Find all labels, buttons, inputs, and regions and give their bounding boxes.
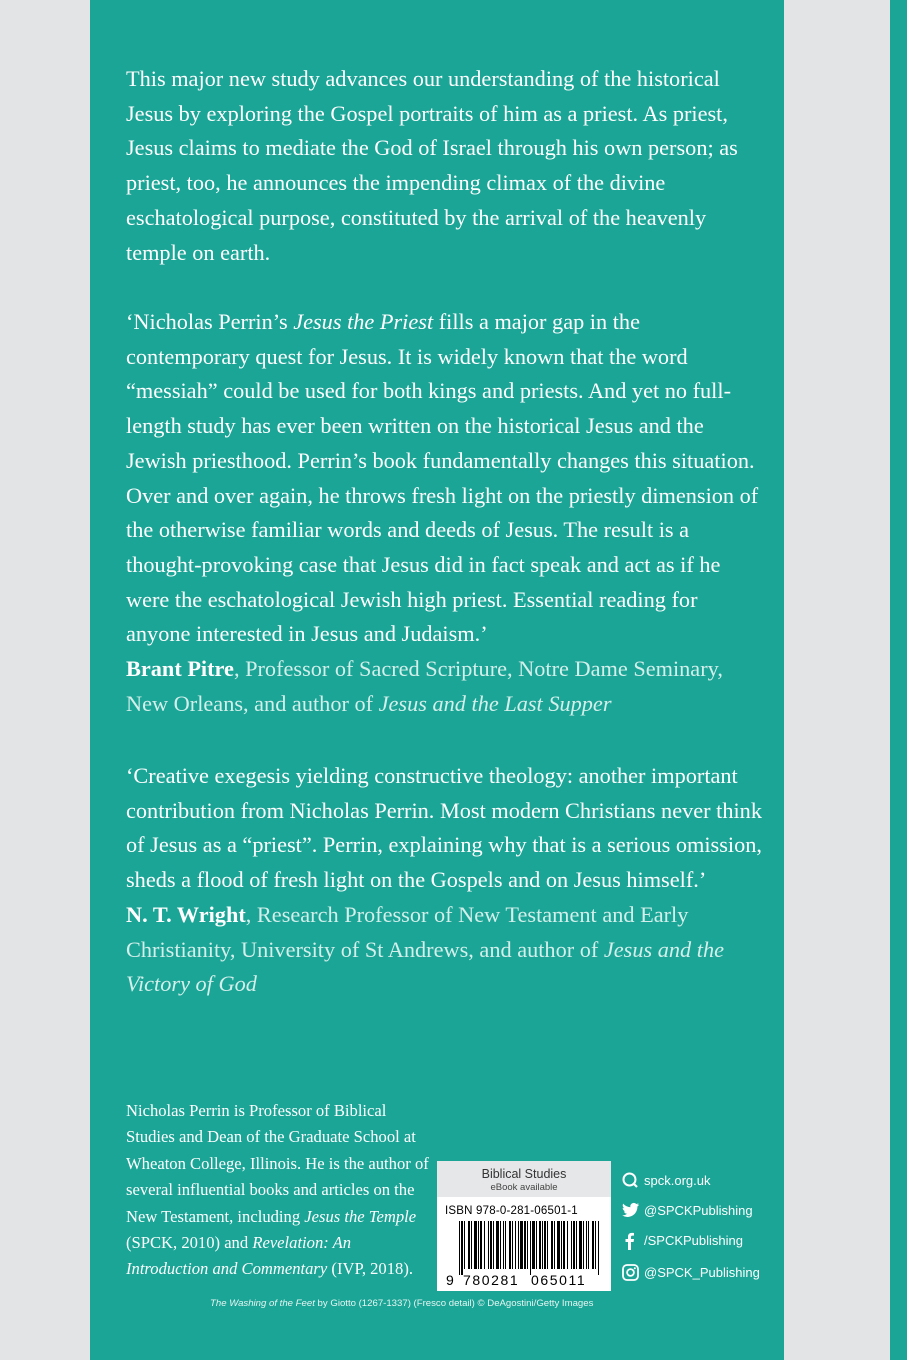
barcode-bar xyxy=(488,1221,489,1269)
social-instagram[interactable] xyxy=(622,1263,782,1283)
barcode-bar xyxy=(478,1221,479,1269)
quoted-book-title: Jesus the Priest xyxy=(293,309,434,334)
barcode-bar xyxy=(500,1221,501,1269)
barcode-bar xyxy=(490,1221,492,1269)
endorser-name: Brant Pitre xyxy=(126,656,234,682)
category-strip xyxy=(437,1161,611,1197)
barcode-bar xyxy=(586,1221,587,1269)
instagram-icon xyxy=(622,1264,639,1281)
barcode-bar xyxy=(496,1221,499,1269)
image-credit xyxy=(210,1298,630,1309)
barcode-bar xyxy=(471,1221,472,1269)
barcode-bar xyxy=(515,1221,516,1269)
website-link[interactable]: spck.org.uk xyxy=(644,1173,711,1188)
quote-text: ‘Creative exegesis yielding constructive theology: another important contribution from Nicholas Perrin. Most modern Christians never think of Jesus as a “priest”. Perrin, explaining why that is a serious omission, sheds a flood of fresh light on the Gospels and on Jesus himself.’ xyxy=(126,763,762,893)
barcode-bar xyxy=(518,1221,519,1269)
bio-book-title: Revelation: An Introduction and Commentary xyxy=(126,1233,352,1279)
barcode-digit-first: 9 xyxy=(446,1272,454,1287)
barcode-bar xyxy=(509,1221,511,1269)
bio-text: (SPCK, 2010) and xyxy=(126,1233,253,1253)
social-website[interactable] xyxy=(622,1171,782,1191)
artwork-credit: by Giotto (1267-1337) (Fresco detail) © DeAgostini/Getty Images xyxy=(314,1298,594,1309)
barcode-bar xyxy=(539,1221,541,1269)
facebook-handle[interactable]: /SPCKPublishing xyxy=(644,1233,743,1248)
barcode-bar xyxy=(461,1221,463,1275)
barcode-bar xyxy=(595,1221,596,1269)
endorser-credit: , Professor of Sacred Scripture, Notre Dame Seminary, New Orleans, and author of xyxy=(126,656,723,716)
barcode-bar xyxy=(474,1221,477,1269)
endorser-credit: , Research Professor of New Testament and Early Christianity, University of St Andrews, and author of xyxy=(126,901,689,962)
barcode-digits-right: 065011 xyxy=(531,1272,587,1287)
barcode-bar xyxy=(505,1221,506,1269)
endorser-name: N. T. Wright xyxy=(126,901,246,927)
barcode-bar xyxy=(557,1221,560,1269)
barcode-bar xyxy=(563,1221,565,1269)
barcode-bar xyxy=(561,1221,562,1269)
barcode-bar xyxy=(567,1221,568,1269)
ebook-label: eBook available xyxy=(490,1182,558,1193)
isbn-label: ISBN 978-0-281-06501-1 xyxy=(445,1205,578,1217)
book-description: This major new study advances our understanding of the historical Jesus by exploring the Gospel portraits of him as a priest. As priest, Jesus claims to mediate the God of Israel through his own person; as priest, too, he announces the impending climax of the divine eschatological purpose, constituted by the arrival of the heavenly temple on earth. xyxy=(126,66,738,265)
barcode-bar xyxy=(527,1221,528,1269)
barcode-bar xyxy=(464,1221,465,1269)
category-label: Biblical Studies xyxy=(481,1167,567,1181)
barcode-bar xyxy=(530,1221,531,1275)
barcode-bar xyxy=(576,1221,577,1269)
endorser-book: Jesus and the Victory of God xyxy=(126,936,725,997)
artwork-title: The Washing of the Feet xyxy=(210,1298,315,1309)
barcode-bar xyxy=(459,1221,460,1275)
barcode-bar xyxy=(583,1221,584,1269)
barcode-bar xyxy=(571,1221,572,1269)
barcode-bar xyxy=(542,1221,543,1269)
twitter-handle[interactable]: @SPCKPublishing xyxy=(644,1203,753,1218)
author-bio xyxy=(126,1098,436,1283)
endorser-book: Jesus and the Last Supper xyxy=(378,690,612,716)
search-icon xyxy=(622,1172,638,1188)
quote-text: fills a major gap in the contemporary quest for Jesus. It is widely known that the word “messiah” could be used for both kings and priests. And yet no full-length study has ever been written on the historical Jesus and the Jewish priesthood. Perrin’s book fundamentally changes this situation. Over and over again, he throws fresh light on the priestly dimension of the otherwise familiar words and deeds of Jesus. The result is a thought-provoking case that Jesus did in fact speak and act as if he were the eschatological Jewish high priest. Essential reading for anyone interested in Jesus and Judaism.’ xyxy=(126,309,759,647)
barcode-bar xyxy=(579,1221,582,1269)
barcode-digits-left: 780281 xyxy=(463,1272,520,1287)
barcode-bar xyxy=(468,1221,470,1269)
barcode-bar xyxy=(484,1221,485,1269)
barcode-bar xyxy=(598,1221,599,1275)
twitter-icon xyxy=(622,1202,640,1218)
quote-open: ‘Nicholas Perrin’s xyxy=(126,309,294,334)
barcode-bar xyxy=(532,1221,535,1269)
barcode-bar xyxy=(524,1221,526,1269)
barcode-bar xyxy=(480,1221,482,1269)
barcode-bar xyxy=(503,1221,504,1269)
instagram-handle[interactable]: @SPCK_Publishing xyxy=(644,1265,760,1280)
barcode-bar xyxy=(520,1221,523,1269)
bio-text: Nicholas Perrin is Professor of Biblical Studies and Dean of the Graduate School at Wheaton College, Illinois. He is the author of several influential books and articles on the New Testament, including xyxy=(126,1101,429,1226)
bio-book-title: Jesus the Temple xyxy=(304,1206,417,1226)
barcode-bar xyxy=(547,1221,548,1269)
barcode-bar xyxy=(592,1221,594,1269)
bio-text: (IVP, 2018). xyxy=(327,1259,413,1279)
barcode-bar xyxy=(512,1221,513,1269)
barcode-bar xyxy=(493,1221,494,1269)
barcode-image xyxy=(445,1221,605,1287)
social-facebook[interactable] xyxy=(622,1231,782,1251)
barcode-box xyxy=(437,1161,611,1291)
barcode-bar xyxy=(554,1221,555,1269)
endorsement-wright xyxy=(126,759,766,1002)
barcode-bar xyxy=(588,1221,589,1269)
barcode-bar xyxy=(544,1221,546,1269)
endorsement-pitre xyxy=(126,305,766,721)
facebook-icon xyxy=(622,1232,636,1250)
barcode-bar xyxy=(551,1221,553,1269)
barcode-bar xyxy=(536,1221,537,1269)
social-twitter[interactable] xyxy=(622,1201,782,1221)
barcode-bar xyxy=(573,1221,575,1269)
spine-strip xyxy=(890,0,907,1360)
